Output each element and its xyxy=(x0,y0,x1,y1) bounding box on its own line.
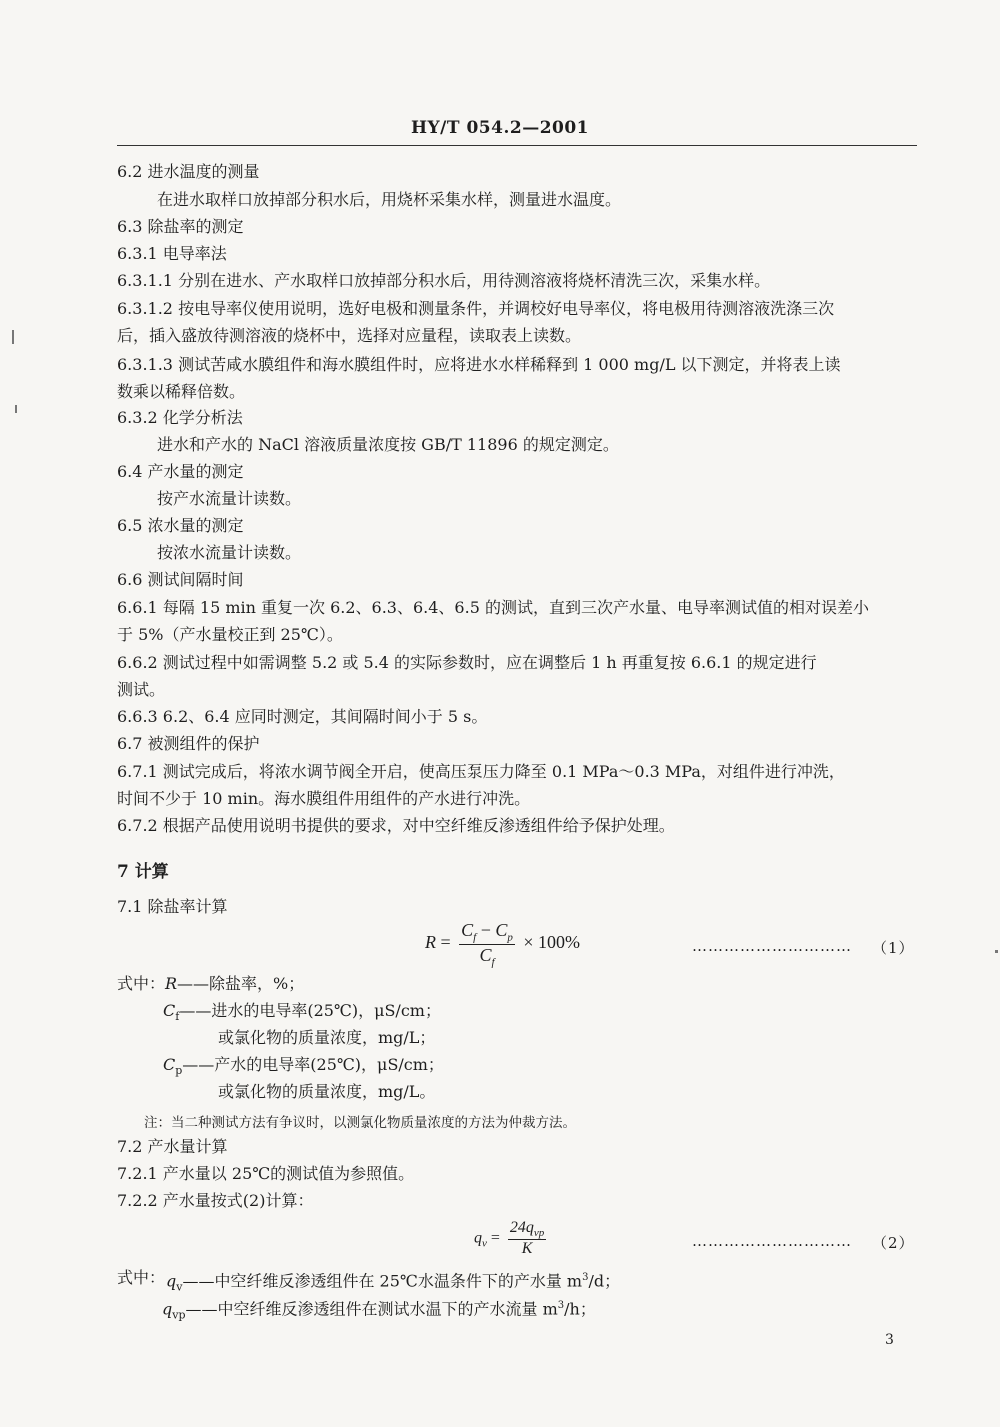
clause-6-7-1-cont: 时间不少于 10 min。海水膜组件用组件的产水进行冲洗。 xyxy=(117,789,531,808)
clause-6-3-1-3: 6.3.1.3 测试苦咸水膜组件和海水膜组件时，应将进水水样稀释到 1 000 mg/L 以下测定，并将表上读 xyxy=(117,355,841,374)
heading-7-1: 7.1 除盐率计算 xyxy=(117,897,228,916)
heading-6-3-2: 6.3.2 化学分析法 xyxy=(117,408,243,427)
standard-code-header: HY/T 054.2—2001 xyxy=(410,118,590,138)
clause-6-6-2-cont: 测试。 xyxy=(117,680,166,699)
scan-edge-mark xyxy=(15,405,17,413)
heading-6-4: 6.4 产水量的测定 xyxy=(117,462,244,481)
clause-6-6-2: 6.6.2 测试过程中如需调整 5.2 或 5.4 的实际参数时，应在调整后 1 h 再重复按 6.6.1 的规定进行 xyxy=(117,653,817,672)
clause-6-6-3: 6.6.3 6.2、6.4 应同时测定，其间隔时间小于 5 s。 xyxy=(117,707,488,726)
eq2-denominator: K xyxy=(521,1240,533,1258)
note: 注：当二种测试方法有争议时，以测氯化物质量浓度的方法为仲裁方法。 xyxy=(144,1115,576,1131)
where2-item: $q_v——$中空纤维反渗透组件在 25℃水温条件下的产水量 $m^3/d$； xyxy=(166,1271,621,1294)
paragraph-6-3-2: 进水和产水的 NaCl 溶液质量浓度按 GB/T 11896 的规定测定。 xyxy=(157,435,619,454)
scan-edge-mark xyxy=(12,330,14,344)
paragraph-6-2: 在进水取样口放掉部分积水后，用烧杯采集水样，测量进水温度。 xyxy=(157,190,622,209)
clause-7-2-2: 7.2.2 产水量按式(2)计算： xyxy=(117,1191,314,1210)
clause-6-3-1-3-cont: 数乘以稀释倍数。 xyxy=(117,382,246,401)
where1-item: 或氯化物的质量浓度，mg/L； xyxy=(218,1028,436,1047)
eq1-leader: ………………………… xyxy=(692,937,852,955)
where2-item: $q_{vp}——$中空纤维反渗透组件在测试水温下的产水流量 $m^3/h$； xyxy=(162,1299,596,1322)
equation-2: $q_v$ = $\frac{24q_{vp}}{K}$ xyxy=(474,1219,545,1258)
clause-6-7-1: 6.7.1 测试完成后，将浓水调节阀全开启，使高压泵压力降至 0.1 MPa～0.3 MPa，对组件进行冲洗， xyxy=(117,762,845,781)
eq1-fraction xyxy=(459,920,515,968)
clause-6-3-1-2-cont: 后，插入盛放待测溶液的烧杯中，选择对应量程，读取表上读数。 xyxy=(117,326,582,345)
eq1-denominator: $C_f$ xyxy=(479,944,495,969)
clause-6-3-1-2: 6.3.1.2 按电导率仪使用说明，选好电极和测量条件，并调校好电导率仪，将电极用待测溶液洗涤三次 xyxy=(117,299,835,318)
clause-6-3-1-1: 6.3.1.1 分别在进水、产水取样口放掉部分积水后，用待测溶液将烧杯清洗三次，采集水样。 xyxy=(117,271,771,290)
eq1-numerator: $C_f - C_p$ xyxy=(461,920,513,944)
where1-item: $C_f——$进水的电导率(25℃)，μS/cm； xyxy=(163,1001,441,1024)
heading-7: 7 计算 xyxy=(117,862,169,882)
paragraph-6-4: 按产水流量计读数。 xyxy=(157,489,302,508)
where1-item: $C_p——$产水的电导率(25℃)，μS/cm； xyxy=(163,1055,444,1078)
paragraph-6-5: 按浓水流量计读数。 xyxy=(157,543,302,562)
eq2-fraction xyxy=(508,1219,546,1258)
header-rule xyxy=(117,145,917,146)
eq1-equals: = xyxy=(440,932,451,953)
eq1-number: （1） xyxy=(872,939,915,957)
eq1-lhs: R xyxy=(425,932,436,953)
clause-6-6-1-cont: 于 5%（产水量校正到 25℃）。 xyxy=(117,625,343,644)
clause-7-2-1: 7.2.1 产水量以 25℃的测试值为参照值。 xyxy=(117,1164,415,1183)
clause-6-7-2: 6.7.2 根据产品使用说明书提供的要求，对中空纤维反渗透组件给予保护处理。 xyxy=(117,816,675,835)
eq2-leader: ………………………… xyxy=(692,1232,852,1250)
where1-item: 或氯化物的质量浓度，mg/L。 xyxy=(218,1082,436,1101)
eq2-number: （2） xyxy=(872,1234,915,1252)
heading-7-2: 7.2 产水量计算 xyxy=(117,1137,228,1156)
where1-prefix: 式中： xyxy=(117,974,166,993)
heading-6-7: 6.7 被测组件的保护 xyxy=(117,734,260,753)
scan-edge-mark xyxy=(995,950,998,953)
equation-1 xyxy=(425,920,580,968)
heading-6-6: 6.6 测试间隔时间 xyxy=(117,570,244,589)
where1-item: R——除盐率，%； xyxy=(165,974,305,993)
heading-6-5: 6.5 浓水量的测定 xyxy=(117,516,244,535)
where2-prefix: 式中： xyxy=(117,1268,166,1287)
page-number: 3 xyxy=(885,1332,894,1348)
eq2-numerator: $24q_{vp}$ xyxy=(509,1219,545,1240)
heading-6-3-1: 6.3.1 电导率法 xyxy=(117,244,227,263)
clause-6-6-1: 6.6.1 每隔 15 min 重复一次 6.2、6.3、6.4、6.5 的测试，直到三次产水量、电导率测试值的相对误差小 xyxy=(117,598,869,617)
heading-6-2: 6.2 进水温度的测量 xyxy=(117,162,260,181)
heading-6-3: 6.3 除盐率的测定 xyxy=(117,217,244,236)
eq1-tail: × 100% xyxy=(523,932,581,953)
